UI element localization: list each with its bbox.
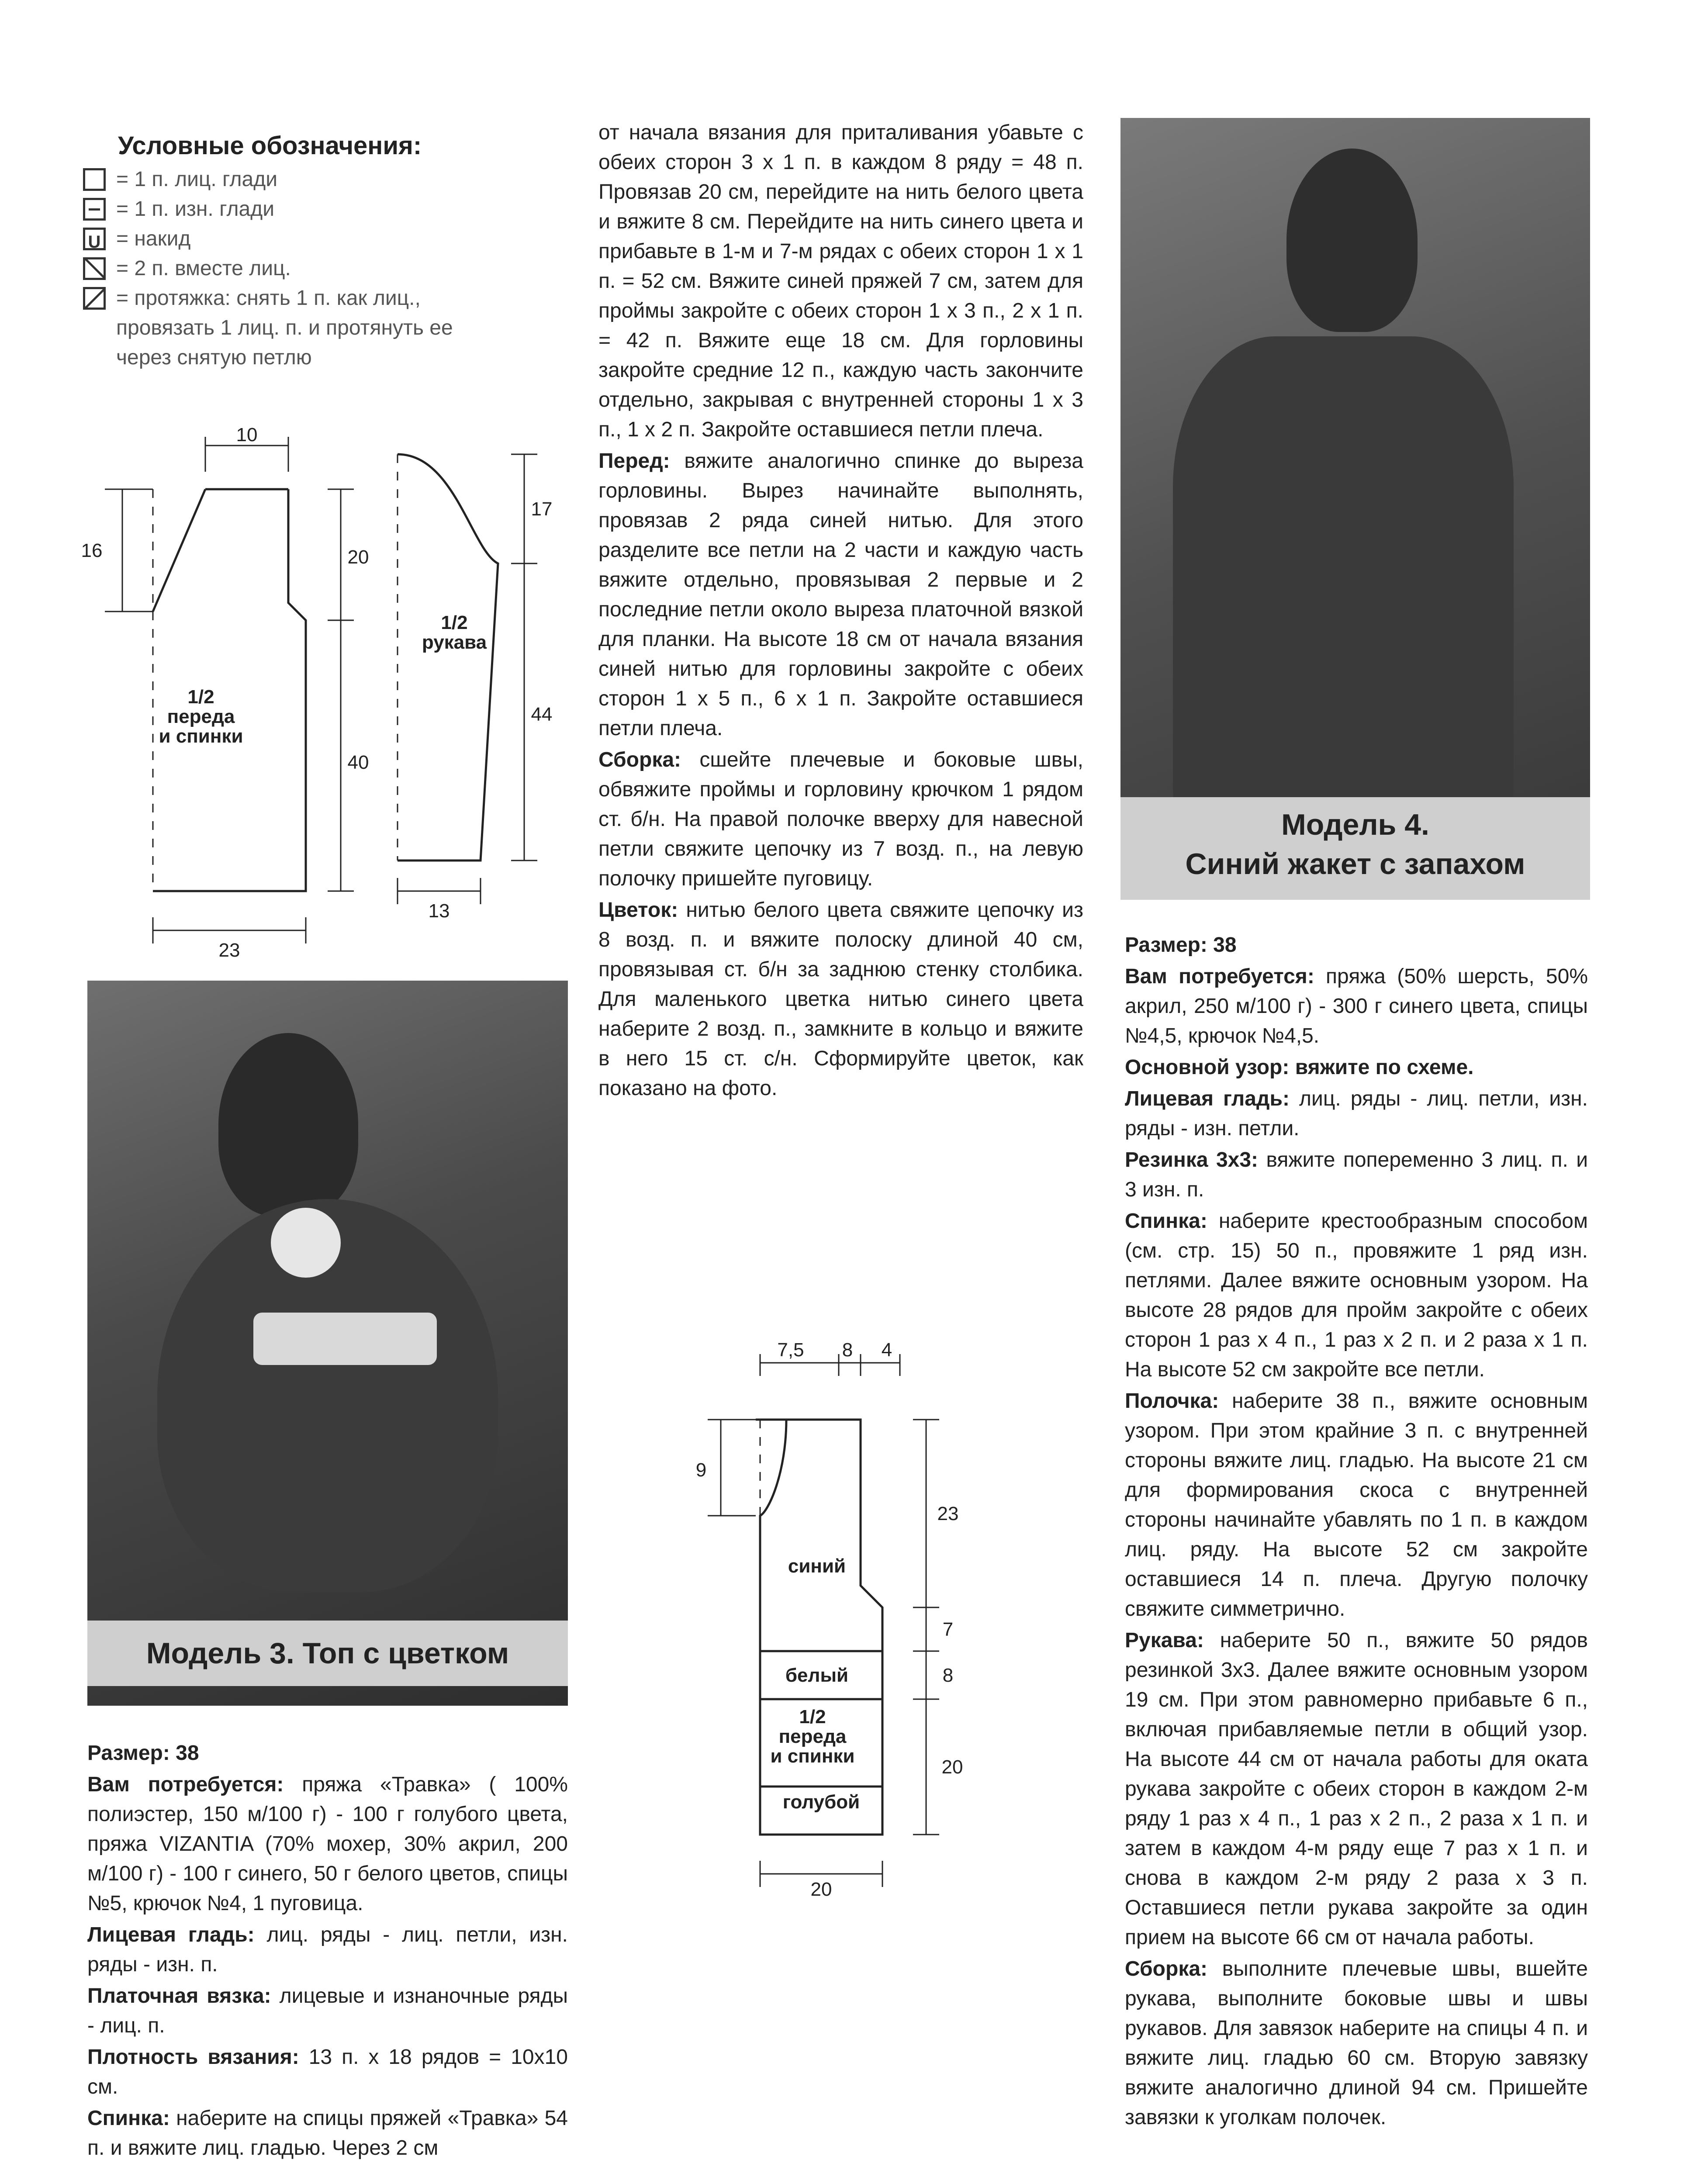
dim-right-upper: 20: [347, 546, 369, 568]
model3-text: Размер: 38 Вам потребуется: пряжа «Травка» ( 100% полиэстер, 150 м/100 г) - 100 г голубого цвета, пряжа VIZANTIA (70% мохер, 30% акрил, 200 м/100 г) - 100 г синего, 50 г белого цветов, спицы №5, крючок №4, 1 пуговица. Лицевая гладь: лиц. ряды - лиц. петли, изн. ряды - изн. п. Платочная вязка: лицевые и изнаночные ряды - лиц. п. Плотность вязания: 13 п. х 18 рядов = 10х10 см. Спинка: наберите на спицы пряжей «Травка» 54 п. и вяжите лиц. гладью. Через 2 см: [87, 1742, 568, 2160]
dim-top: 10: [236, 424, 258, 446]
legend-item: = протяжка: снять 1 п. как лиц., провязать 1 лиц. п. и протянуть ее через снятую петлю: [83, 283, 564, 373]
legend-item: U = накид: [83, 224, 564, 254]
dim-right-2: 7: [942, 1619, 954, 1640]
zone-lightblue-label: голубой: [782, 1791, 860, 1813]
dim-sleeve-top: 17: [531, 498, 553, 520]
top-label-2: переда: [778, 1726, 847, 1747]
top-label-3: и спинки: [770, 1745, 855, 1767]
flower-icon: [271, 1208, 341, 1278]
model4-figure-head: [1286, 149, 1418, 332]
model3-size: Размер: 38: [87, 1742, 199, 1765]
legend-item: = 1 п. лиц. глади: [83, 165, 564, 194]
pattern-diagram-top: [681, 1328, 1040, 1939]
yarn-over-icon: [83, 228, 106, 250]
pattern-diagram-body-sleeve: [61, 419, 594, 970]
model3-top-white-band: [253, 1313, 437, 1365]
dim-left: 16: [81, 540, 103, 561]
dim-right-1: 23: [937, 1503, 959, 1524]
dim-top-a: 7,5: [777, 1339, 804, 1361]
legend-title: Условные обозначения:: [118, 131, 422, 160]
sleeve-label-2: рукава: [422, 632, 487, 653]
k2tog-icon: [83, 257, 106, 280]
dim-top-c: 4: [881, 1339, 892, 1361]
model4-figure-body: [1173, 336, 1514, 839]
model3-caption: Модель 3. Топ с цветком: [87, 1621, 568, 1686]
dim-right-lower: 40: [347, 752, 369, 773]
dim-right-4: 20: [941, 1756, 963, 1778]
model3-photo: [87, 981, 568, 1706]
zone-blue-label: синий: [788, 1555, 846, 1577]
legend-item: = 2 п. вместе лиц.: [83, 254, 564, 283]
dim-bottom: 20: [810, 1879, 832, 1900]
top-label-1: 1/2: [799, 1706, 826, 1728]
model4-caption-line2: Синий жакет с запахом: [1185, 847, 1525, 881]
model4-caption: [1120, 797, 1590, 900]
model4-text: Размер: 38 Вам потребуется: пряжа (50% шерсть, 50% акрил, 250 м/100 г) - 300 г синего цвета, спицы №4,5, крючок №4,5. Основной узор: вяжите по схеме. Лицевая гладь: лиц. ряды - лиц. петли, изн. ряды - изн. петли. Резинка 3х3: вяжите попеременно 3 лиц. п. и 3 изн. п. Спинка: наберите крестообразным способом (см. стр. 15) 50 п., провяжите 1 ряд изн. петлями. Далее вяжите основным узором. На высоте 28 рядов для пройм закройте с обеих сторон 1 раз х 4 п., 1 раз х 2 п. и 2 раза х 1 п. На высоте 52 см закройте все петли. Полочка: наберите 38 п., вяжите основным узором. При этом крайние 3 п. с внутренней стороны вяжите лиц. гладью. На высоте 21 см для формирования скоса с внутренней стороны начинайте убавлять по 1 п. в каждом лиц. ряду. На высоте 52 см закройте оставшиеся 14 п. плеча. Другую полочку свяжите симметрично. Рукава: наберите 50 п., вяжите 50 рядов резинкой 3х3. Далее вяжите основным узором 19 см. При этом равномерно прибавьте 6 п., включая прибавляемые петли в общий узор. На высоте 44 см от начала работы для оката рукава закройте с обеих сторон в каждом 2-м ряду 1 раз х 4 п., 1 раз х 2 п., 2 раза х 1 п. и затем в каждом 4-м ряду еще 7 раз х 1 п. и снова в каждом 2-м ряду 2 раза х 3 п. Оставшиеся петли рукава закройте за один прием на высоте 66 см от начала работы. Сборка: выполните плечевые швы, вшейте рукава, выполните боковые швы и швы рукавов. Для завязок наберите на спицы 4 п. и вяжите лиц. гладью 60 см. Вторую завязку вяжите аналогично длиной 94 см. Пришейте завязки к уголкам полочек.: [1125, 933, 1588, 2129]
body-label-3: и спинки: [159, 726, 243, 747]
sleeve-label-1: 1/2: [441, 612, 468, 633]
model3-figure: [218, 1033, 358, 1216]
dim-right-3: 8: [942, 1665, 954, 1686]
dim-top-b: 8: [842, 1339, 853, 1361]
legend-item: = 1 п. изн. глади: [83, 194, 564, 224]
legend: [83, 131, 564, 373]
purl-stitch-icon: [83, 198, 106, 221]
pass-over-icon: [83, 287, 106, 310]
model4-size: Размер: 38: [1125, 933, 1237, 957]
body-label-1: 1/2: [187, 686, 214, 708]
body-label-2: переда: [167, 706, 235, 727]
dim-bottom: 23: [218, 940, 240, 961]
dim-left: 9: [695, 1459, 707, 1481]
dim-sleeve-bottom: 13: [428, 900, 450, 922]
model3-continued-text: от начала вязания для приталивания убавьте с обеих сторон 3 х 1 п. в каждом 8 ряду = 48 п. Провязав 20 см, перейдите на нить белого цвета и вяжите 8 см. Перейдите на нить синего цвета и прибавьте в 1-м и 7-м рядах с обеих сторон 1 х 1 п. = 52 см. Вяжите синей пряжей 7 см, затем для проймы закройте с обеих сторон 1 х 3 п., 2 х 1 п. = 42 п. Вяжите еще 18 см. Для горловины закройте средние 12 п., каждую часть закончите отдельно, закрывая с внутренней стороны 1 х 3 п., 1 х 2 п. Закройте оставшиеся петли плеча. Перед: вяжите аналогично спинке до выреза горловины. Вырез начинайте выполнять, провязав 2 ряда синей нитью. Для этого разделите все петли на 2 части и каждую часть вяжите отдельно, провязывая 2 первые и 2 последние петли около выреза платочной вязкой для планки. На высоте 18 см от начала вязания синей нитью для горловины закройте с обеих сторон 1 х 5 п., 6 х 1 п. Закройте оставшиеся петли плеча. Сборка: сшейте плечевые и боковые швы, обвяжите проймы и горловину крючком 1 рядом ст. б/н. На правой полочке вверху для навесной петли свяжите цепочку из 7 возд. п., на левую полочку пришейте пуговицу. Цветок: нитью белого цвета свяжите цепочку из 8 возд. п. и вяжите полоску длиной 40 см, провязывая ст. б/н за заднюю стенку столбика. Для маленького цветка нитью синего цвета наберите 2 возд. п., замкните в кольцо и вяжите в него 15 ст. с/н. Сформируйте цветок, как показано на фото.: [598, 121, 1084, 1100]
zone-white-label: белый: [785, 1665, 849, 1686]
knit-stitch-icon: [83, 168, 106, 191]
model4-caption-line1: Модель 4.: [1281, 808, 1429, 841]
model4-photo: [1120, 118, 1590, 900]
dim-sleeve-right: 44: [531, 704, 553, 725]
